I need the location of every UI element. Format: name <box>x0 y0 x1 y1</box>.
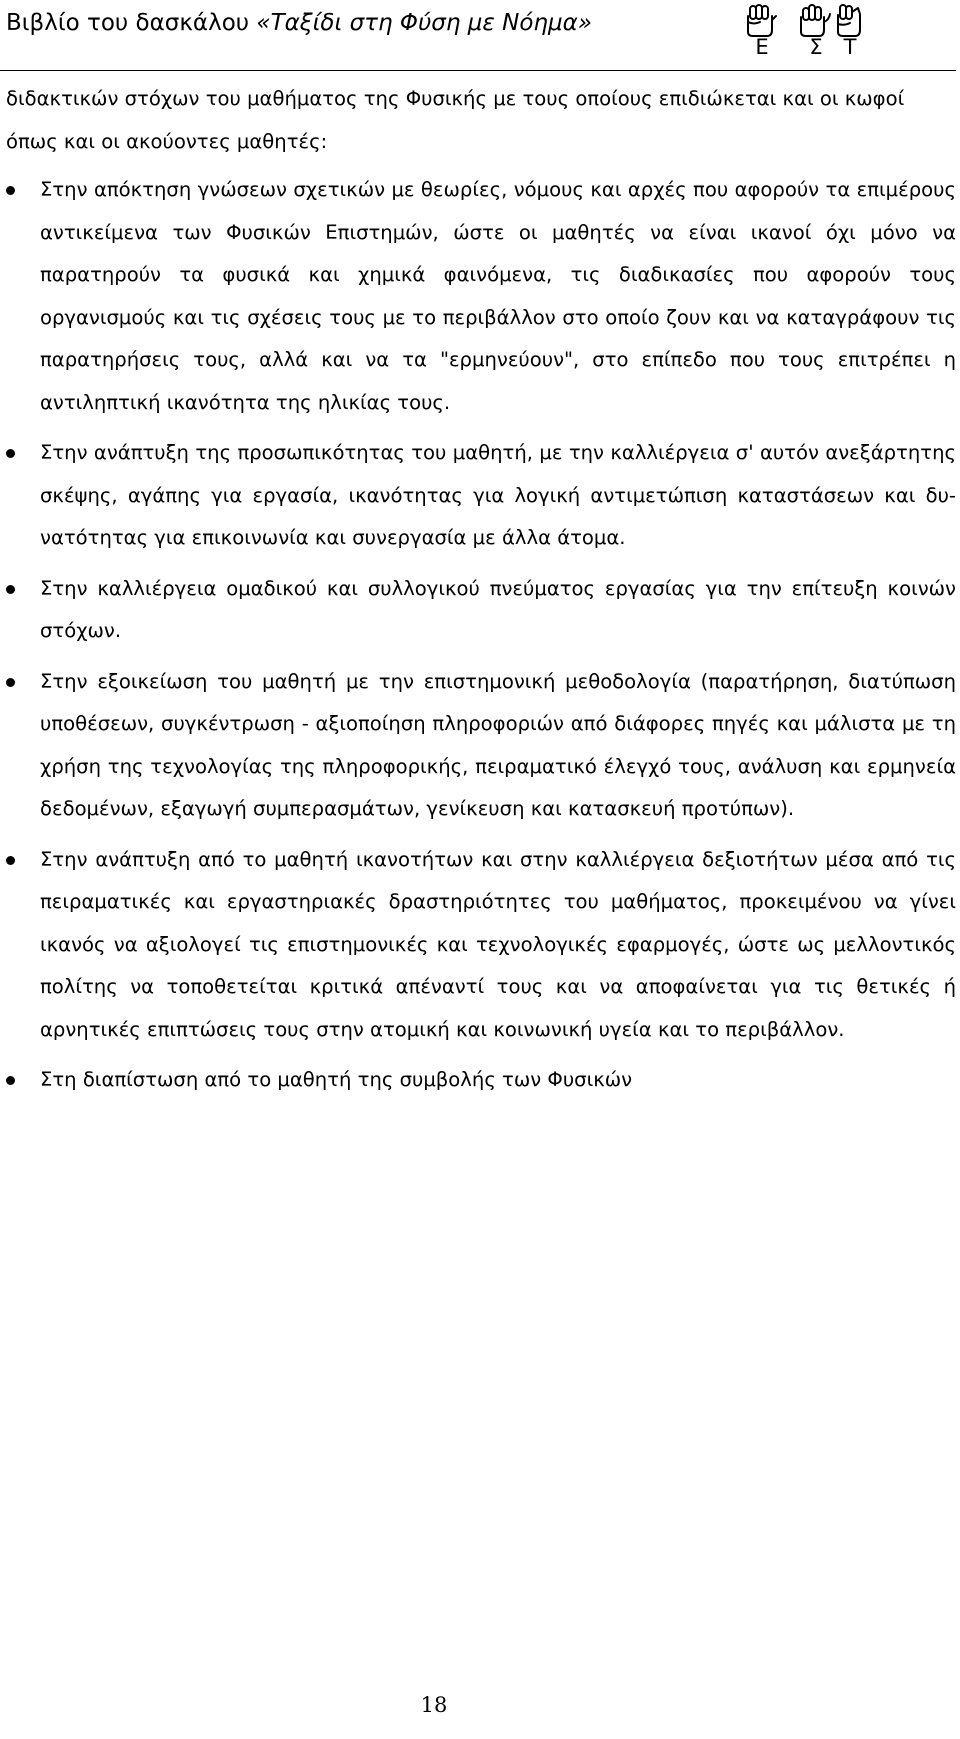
sign-language-logo-t <box>828 2 872 58</box>
bullet-icon <box>6 585 15 594</box>
list-item <box>0 568 956 653</box>
bullet-icon <box>6 186 15 195</box>
hand-sign-icon <box>828 2 872 38</box>
sign-language-logo-e <box>740 2 784 58</box>
list-item-text: Στην καλλιέργεια ομαδικού και συλλογικού πνεύματος εργασίας για την επίτευξη κοινών στόχων. <box>40 576 956 642</box>
bullet-icon <box>6 678 15 687</box>
list-item <box>0 839 956 1052</box>
logo-letter-s: Σ <box>809 35 823 59</box>
list-item <box>0 432 956 560</box>
bullet-icon <box>6 1076 15 1085</box>
list-item <box>0 1059 956 1102</box>
logo-letter-t: Τ <box>843 35 857 59</box>
intro-paragraph: διδακτικών στόχων του μαθήματος της Φυσικής με τους οποίους επιδιώκεται και οι κωφοί όπως και οι ακούοντες μαθητές: <box>6 87 905 153</box>
page-number: 18 <box>420 1693 448 1717</box>
list-item <box>0 661 956 831</box>
list-item-text: Στη διαπίστωση από το μαθητή της συμβολής των Φυσικών <box>40 1068 633 1091</box>
list-item-text: Στην ανάπτυξη της προσωπικότητας του μαθητή, με την καλλιέργεια σ' αυτόν ανεξάρτητης σκέψης, αγάπης για εργασία, ικανότητας για λογική αντιμετώπιση καταστάσεων και δυ-νατότητας για επικοινωνία και συνεργασία με άλλα άτομα. <box>40 441 956 549</box>
list-item-text: Στην απόκτηση γνώσεων σχετικών με θεωρίες, νόμους και αρχές που αφορούν τα επιμέρους αντικείμενα των Φυσικών Επιστημών, ώστε οι μαθητές να είναι ικανοί όχι μόνο να παρατηρούν τα φυσικά και χημικά φαινόμενα, τις διαδικασίες που αφορούν τους οργανισμούς και τις σχέσεις τους με το περιβάλλον στο οποίο ζουν και να καταγράφουν τις παρατηρήσεις τους, αλλά και να τα "ερμηνεύουν", στο επίπεδο που τους επιτρέπει η αντιληπτική ικανότητα της ηλικίας τους. <box>40 178 956 414</box>
logo-letter-e: Ε <box>755 35 769 59</box>
header-book-title: «Ταξίδι στη Φύση με Νόημα» <box>256 10 592 36</box>
list-item <box>0 169 956 424</box>
bullet-icon <box>6 449 15 458</box>
page-header <box>0 0 960 76</box>
header-divider <box>0 70 956 71</box>
bullet-icon <box>6 856 15 865</box>
page-body <box>0 78 956 1110</box>
header-title <box>6 8 592 38</box>
list-item-text: Στην ανάπτυξη από το μαθητή ικανοτήτων και στην καλλιέργεια δεξιοτήτων μέσα από τις πειραματικές και εργαστηριακές δραστηριότητες του μαθήματος, προκειμένου να γίνει ικανός να αξιολογεί τις επιστημονικές και τεχνολογικές εφαρμογές, ώστε ως μελλοντικός πολίτης να τοποθετείται κριτικά απέναντί τους και να αποφαίνεται για τις θετικές ή αρνητικές επιπτώσεις τους στην ατομική και κοινωνική υγεία και το περιβάλλον. <box>40 847 956 1041</box>
hand-sign-icon <box>740 2 784 38</box>
goals-list <box>0 169 956 1102</box>
list-item-text: Στην εξοικείωση του μαθητή με την επιστημονική μεθοδολογία (παρατήρηση, διατύπωση υποθέσεων, συγκέντρωση - αξιοποίηση πληροφοριών από διάφορες πηγές και μάλιστα με τη χρήση της τεχνολογίας της πληροφορικής, πειραματικό έλεγχό τους, ανάλυση και ερμηνεία δεδομένων, εξαγωγή συμπερασμάτων, γενίκευση και κατασκευή προτύπων). <box>40 669 956 820</box>
header-title-prefix: Βιβλίο του δασκάλου <box>6 10 257 36</box>
